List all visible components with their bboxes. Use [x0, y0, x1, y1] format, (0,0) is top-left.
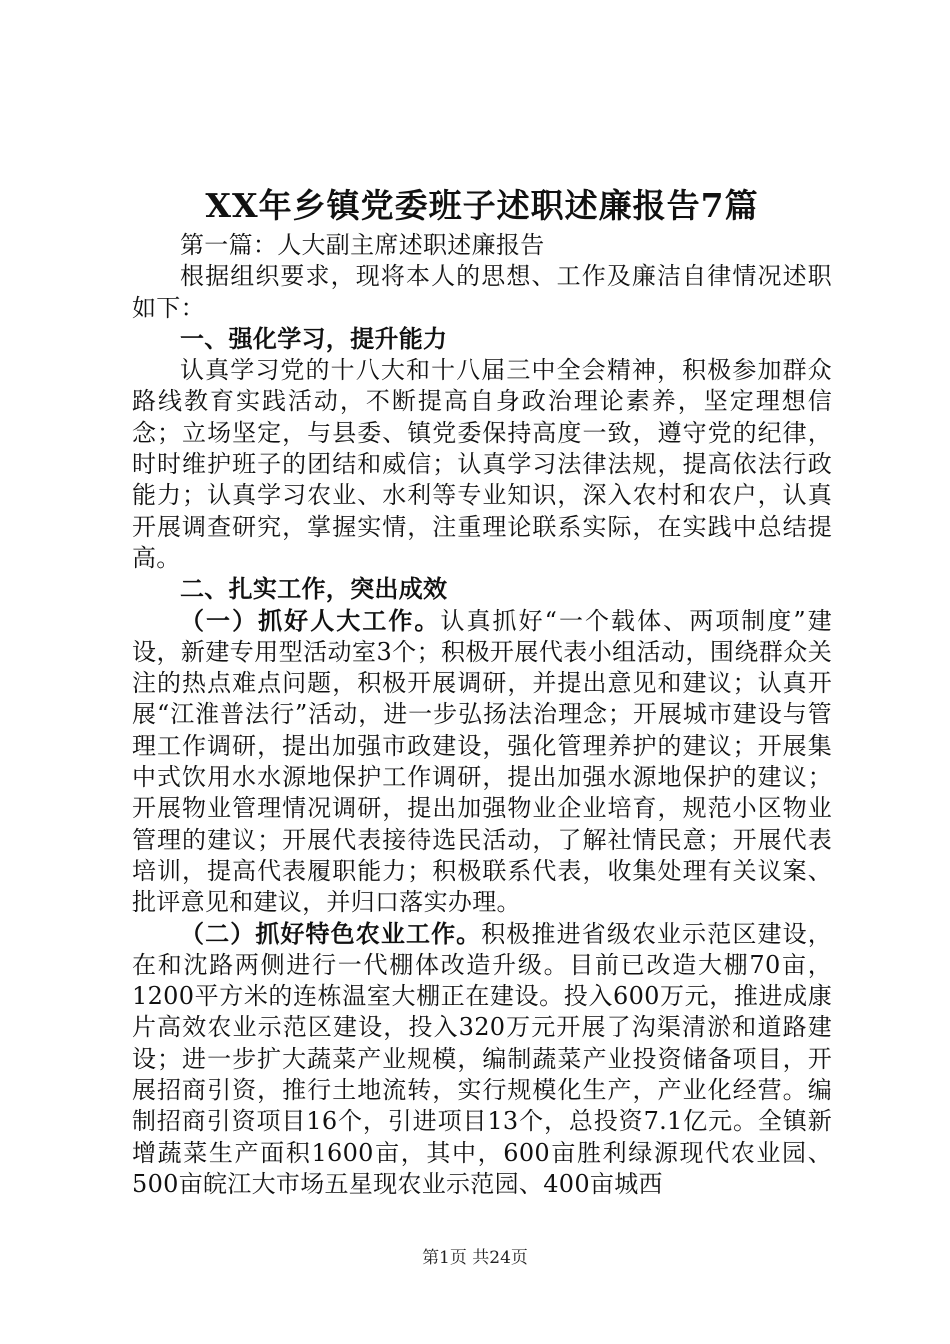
document-title: XX年乡镇党委班子述职述廉报告7篇: [205, 186, 759, 225]
item-paragraph-1: [132, 606, 832, 919]
document-page: [132, 184, 832, 1200]
item-body-1: 认真抓好“一个载体、两项制度”建设，新建专用型活动室3个；积极开展代表小组活动，围绕群众关注的热点难点问题，积极开展调研，并提出意见和建议；认真开展“江淮普法行”活动，进一步弘扬法治理念；开展城市建设与管理工作调研，提出加强市政建设，强化管理养护的建议；开展集中式饮用水水源地保护工作调研，提出加强水源地保护的建议；开展物业管理情况调研，提出加强物业企业培育，规范小区物业管理的建议；开展代表接待选民活动，了解社情民意；开展代表培训，提高代表履职能力；积极联系代表，收集处理有关议案、批评意见和建议，并归口落实办理。: [132, 606, 833, 917]
section-heading-1: 一、强化学习，提升能力: [180, 324, 448, 353]
item-paragraph-2: [132, 919, 832, 1201]
chapter-title: 第一篇：人大副主席述职述廉报告: [180, 231, 545, 259]
section-body-1: 认真学习党的十八大和十八届三中全会精神，积极参加群众路线教育实践活动，不断提高自身政治理论素养，坚定理想信念；立场坚定，与县委、镇党委保持高度一致，遵守党的纪律，时时维护班子的团结和威信；认真学习法律法规，提高依法行政能力；认真学习农业、水利等专业知识，深入农村和农户，认真开展调查研究，掌握实情，注重理论联系实际，在实践中总结提高。: [132, 356, 832, 572]
page-footer: 第1页 共24页: [422, 1248, 528, 1268]
item-lead-1: （一）抓好人大工作。: [180, 606, 441, 635]
intro-paragraph: 根据组织要求，现将本人的思想、工作及廉洁自律情况述职如下：: [132, 262, 832, 322]
section-heading-2: 二、扎实工作，突出成效: [180, 575, 448, 604]
item-body-2: 积极推进省级农业示范区建设，在和沈路两侧进行一代棚体改造升级。目前已改造大棚70亩，1200平方米的连栋温室大棚正在建设。投入600万元，推进成康片高效农业示范区建设，投入320万元开展了沟渠清淤和道路建设；进一步扩大蔬菜产业规模，编制蔬菜产业投资储备项目，开展招商引资，推行土地流转，实行规模化生产，产业化经营。编制招商引资项目16个，引进项目13个，总投资7.1亿元。全镇新增蔬菜生产面积1600亩，其中，600亩胜利绿源现代农业园、500亩皖江大市场五星现农业示范园、400亩城西: [132, 919, 832, 1198]
item-lead-2: （二）抓好特色农业工作。: [180, 919, 482, 948]
